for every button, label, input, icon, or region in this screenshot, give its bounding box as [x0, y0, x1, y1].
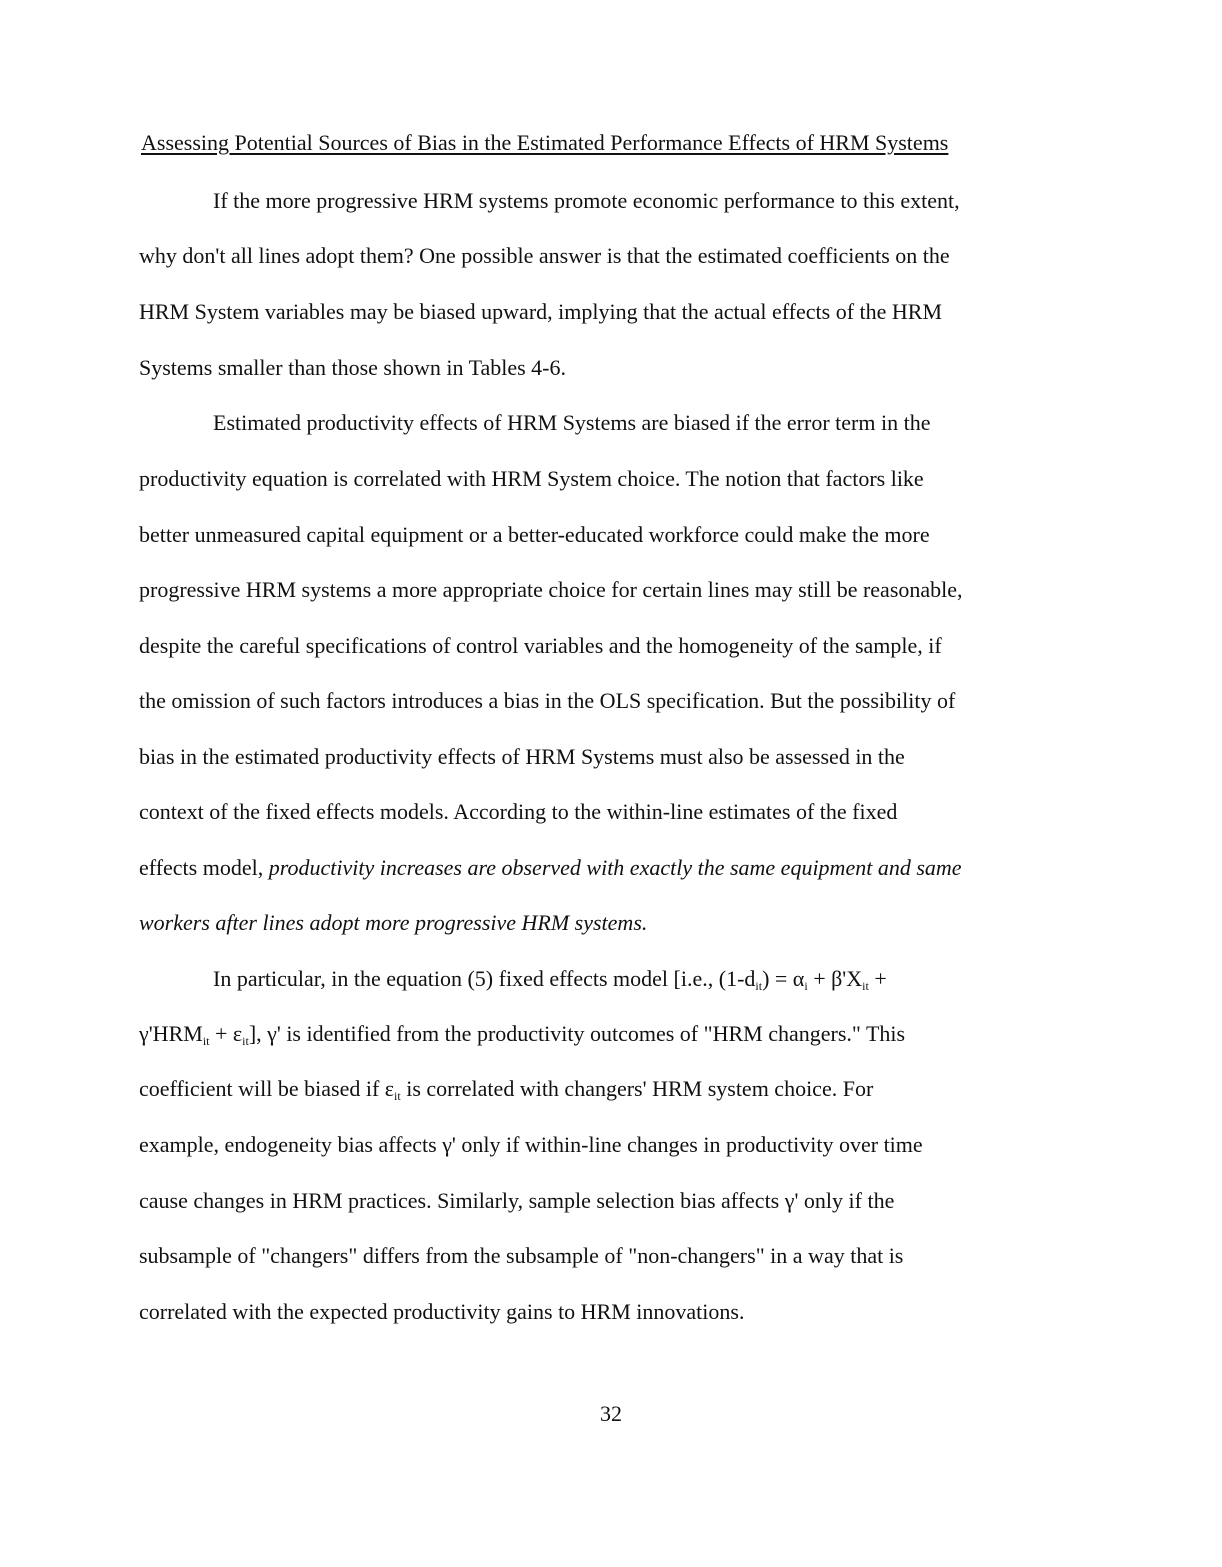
paragraph-line: progressive HRM systems a more appropriate choice for certain lines may still be reasonable, — [139, 577, 963, 602]
paragraph-line: the omission of such factors introduces a bias in the OLS specification. But the possibility of — [139, 688, 956, 713]
paragraph-line — [139, 853, 962, 883]
text-run: coefficient will be biased if ε — [139, 1076, 395, 1101]
paragraph-line: why don't all lines adopt them? One possible answer is that the estimated coefficients on the — [139, 243, 950, 268]
text-run: + ε — [209, 1021, 243, 1046]
subscript: it — [755, 979, 763, 993]
subscript: it — [394, 1089, 401, 1103]
subscript: i — [804, 979, 808, 993]
text-run: ) = α — [762, 966, 805, 991]
paragraph-line: productivity equation is correlated with HRM System choice. The notion that factors like — [139, 466, 924, 491]
subscript: it — [862, 979, 869, 993]
subscript: it — [242, 1034, 249, 1048]
page-number: 32 — [600, 1401, 622, 1426]
paragraph-line: despite the careful specifications of control variables and the homogeneity of the sample, if — [139, 633, 942, 658]
paragraph-line: context of the fixed effects models. According to the within-line estimates of the fixed — [139, 799, 898, 824]
paragraph-line: bias in the estimated productivity effects of HRM Systems must also be assessed in the — [139, 744, 905, 769]
text-run: + β'X — [807, 966, 863, 991]
section-heading: Assessing Potential Sources of Bias in the Estimated Performance Effects of HRM Systems — [141, 130, 949, 155]
plain-text: effects model, — [139, 855, 269, 880]
paragraph-line: Systems smaller than those shown in Tables 4-6. — [139, 355, 567, 380]
text-run: ], γ' is identified from the productivity outcomes of "HRM changers." This — [248, 1021, 906, 1046]
equation-line — [139, 1019, 905, 1049]
equation-line — [213, 964, 887, 994]
paragraph-line: example, endogeneity bias affects γ' only if within-line changes in productivity over time — [139, 1132, 923, 1157]
paragraph-line: HRM System variables may be biased upward, implying that the actual effects of the HRM — [139, 299, 943, 324]
emphasis-line: workers after lines adopt more progressive HRM systems. — [139, 910, 648, 935]
paragraph-line: subsample of "changers" differs from the subsample of "non-changers" in a way that is — [139, 1243, 904, 1268]
paragraph-line: correlated with the expected productivity gains to HRM innovations. — [139, 1299, 745, 1324]
text-run: γ'HRM — [139, 1021, 203, 1046]
text-run: + — [868, 966, 887, 991]
subscript: it — [202, 1034, 210, 1048]
text-run: In particular, in the equation (5) fixed effects model [i.e., (1-d — [213, 966, 756, 991]
paragraph-line: If the more progressive HRM systems promote economic performance to this extent, — [213, 188, 960, 213]
paragraph-line: cause changes in HRM practices. Similarly, sample selection bias affects γ' only if the — [139, 1188, 895, 1213]
emphasis-text: productivity increases are observed with exactly the same equipment and same — [268, 855, 962, 880]
text-run: is correlated with changers' HRM system choice. For — [400, 1076, 874, 1101]
paragraph-line: Estimated productivity effects of HRM Systems are biased if the error term in the — [213, 410, 931, 435]
paragraph-line — [139, 1074, 873, 1104]
paragraph-line: better unmeasured capital equipment or a better-educated workforce could make the more — [139, 522, 930, 547]
